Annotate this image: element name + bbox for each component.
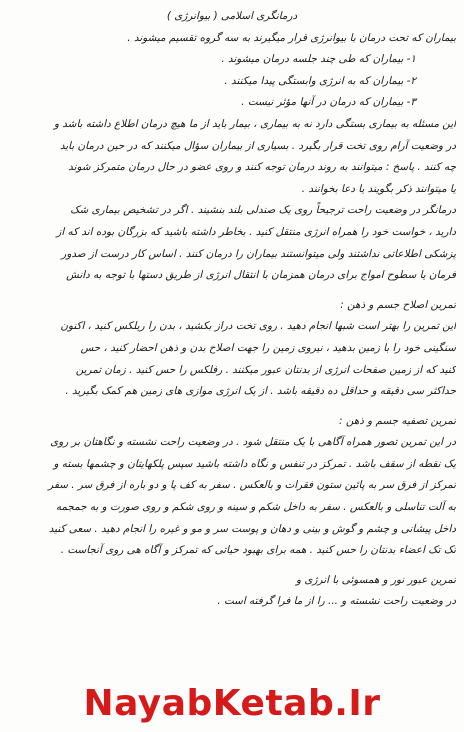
text-line: پزشکی اطلاعاتی نداشتند ولی میتوانستند بیماران را درمان کنند . اساس کار درست از صدور	[61, 247, 456, 260]
text-line: فرمان یا سطوح امواج برای درمان همزمان با انتقال انرژی از طریق دستها با توجه به دانش	[66, 269, 456, 282]
text-line: تمرکز از فرق سر به پائین ستون فقرات و بالعکس . سفر به کف پا و دو باره از فرق سر . سفر	[48, 479, 456, 492]
text-line: چه کنند . پاسخ : میتوانند به روند درمان توجه کنند و روی عضو در حال درمان متمرکز شوند	[68, 161, 456, 174]
site-watermark: NayabKetab.Ir	[83, 683, 381, 724]
text-line: این تمرین را بهتر است شبها انجام دهید . روی تخت دراز بکشید ، بدن را ریلکس کنید ، اکنون	[60, 320, 456, 333]
list-item: ۳- بیماران که درمان در آنها مؤثر نیست .	[241, 96, 416, 109]
text-line: در وضعیت راحت نشسته و ... را از ما فرا گرفته است .	[217, 595, 456, 608]
section-heading: تمرین اصلاح جسم و ذهن :	[340, 298, 456, 311]
text-line: حداکثر سی دقیقه و حداقل ده دقیقه باشد . از یک انرژی موازی های زمین هم کمک بگیرید .	[65, 385, 456, 398]
text-line: داخل پیشانی و چشم و گوش و بینی و دهان و پوست سر و مو و غیره را انجام دهید . سعی کنید	[48, 522, 456, 535]
text-line: تک تک اعضاء بدنتان را حس کنید . همه برای بهبود حیاتی که تمرکز و آگاه هی روی آنجاست .	[60, 544, 456, 557]
text-line: یک نقطه از سقف باشد . تمرکز در تنفس و نگاه داشته باشید سپس پلکهایتان و چشمها بسته و	[53, 457, 456, 470]
list-item: ۲- بیماران که به انرژی وابستگی پیدا میکنند .	[224, 74, 416, 87]
text-line: درمانگر در وضعیت راحت ترجیحاً روی یک صندلی بلند بنشیند . اگر در تشخیص بیماری شک	[70, 204, 456, 217]
text-line: بیماران که تحت درمان با بیوانرژی قرار میگیرند به سه گروه تقسیم میشوند .	[127, 31, 456, 44]
text-line: این مسئله به بیماری بستگی دارد نه به بیماری ، بیمار باید از ما هیچ درمان اطلاع داشته باشد و	[53, 117, 456, 130]
text-line: دارید ، خواست خود را همراه انرژی منتقل کنید . بخاطر داشته باشید که بزرگان بوده اند که از	[56, 225, 456, 238]
section-heading: تمرین تصفیه جسم و ذهن :	[339, 414, 456, 427]
text-line: کنید که از زمین صفحات انرژی از بدنتان عبور میکنند . رفلکس را حس کنید . زمان تمرین	[75, 363, 456, 376]
list-item: ۱- بیماران که طی چند جلسه درمان میشوند .	[221, 53, 416, 66]
text-line: در وضعیت آرام روی تخت قرار بگیرد . بسیاری از بیماران سؤال میکنند که در حین درمان باید	[59, 139, 456, 152]
text-line: سنگینی خود را با زمین بدهید ، نیروی زمین را جهت اصلاح بدن و ذهن احضار کنید ، حس	[80, 341, 456, 354]
text-line: یا میتوانند ذکر بگویند یا دعا بخوانند .	[301, 182, 456, 195]
text-line: به آلت تناسلی و بالعکس . سفر به داخل شکم و سینه و روی شکم و روی صورت و به جمجمه	[55, 501, 456, 514]
section-heading: تمرین عبور نور و همسوئی با انرژی و	[296, 573, 456, 586]
document-title: درمانگری اسلامی ( بیوانرژی )	[166, 10, 298, 22]
text-line: در این تمرین تصور همراه آگاهی با یک منتقل شود . در وضعیت راحت نشسته و نگاهتان بر روی	[50, 436, 456, 449]
